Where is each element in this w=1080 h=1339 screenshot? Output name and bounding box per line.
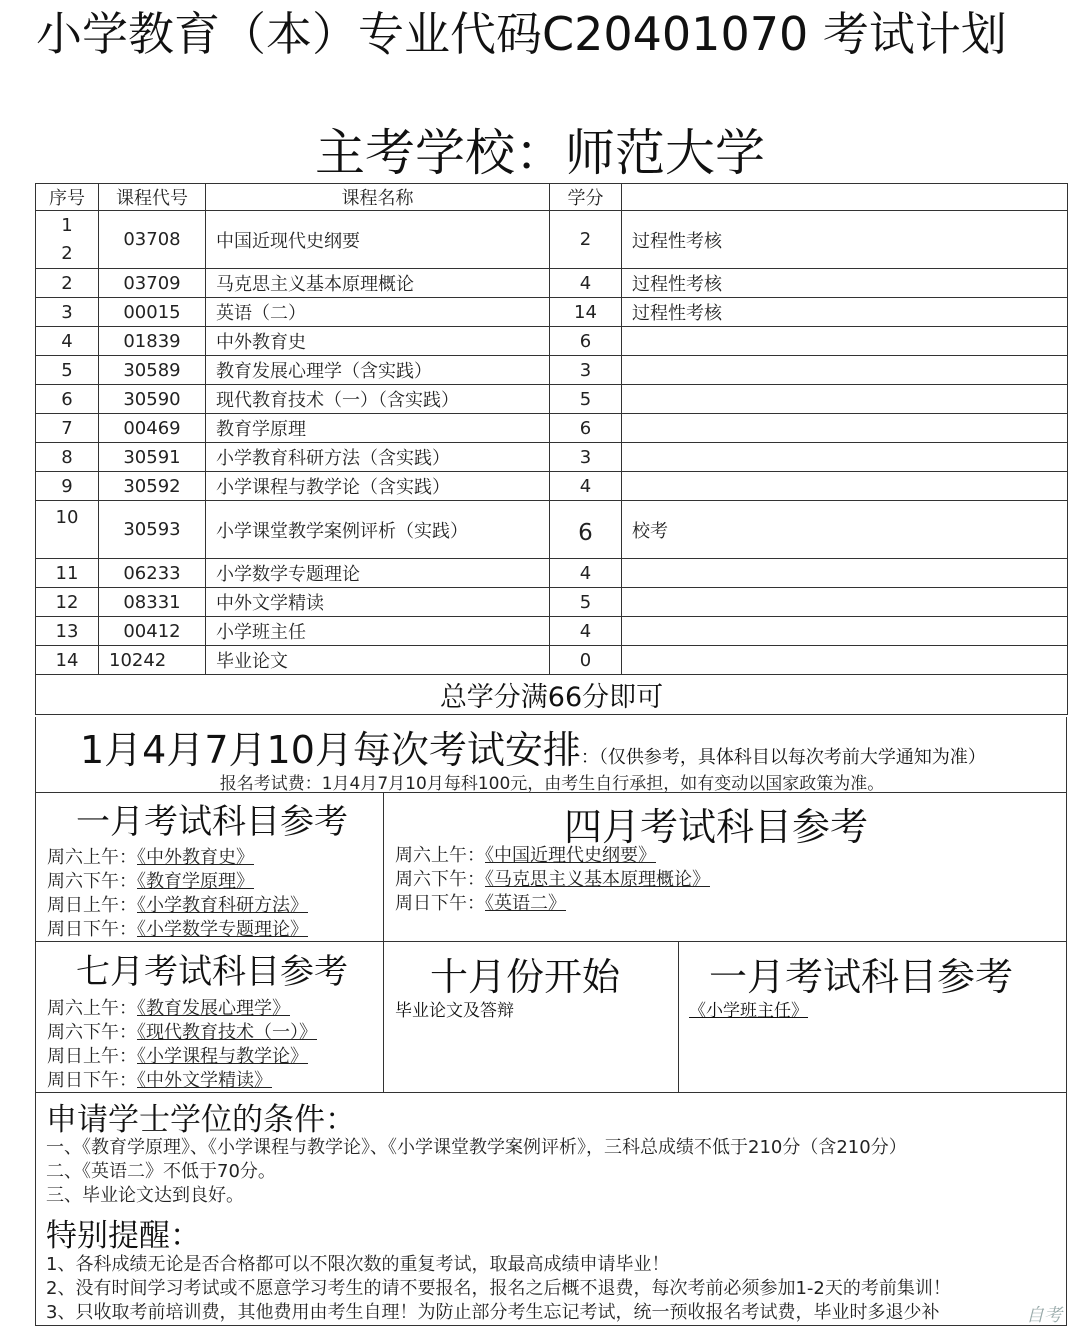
row-no: 4 <box>36 327 99 356</box>
row-code: 10242 <box>99 646 206 675</box>
row-credit: 14 <box>550 298 622 327</box>
exam-time: 周日上午： <box>47 1046 137 1067</box>
table-row <box>36 211 1068 269</box>
row-name: 小学教育科研方法（含实践） <box>206 443 550 472</box>
october-title: 十月份开始 <box>430 955 621 999</box>
row-credit: 5 <box>550 588 622 617</box>
list-item <box>395 892 710 916</box>
schedule-heading-note: ：（仅供参考，具体科目以每次考前大学通知为准） <box>580 747 986 768</box>
table-row <box>36 356 1068 385</box>
exam-time: 周六上午： <box>47 998 137 1019</box>
exam-time: 周六下午： <box>395 869 485 890</box>
row-credit: 5 <box>550 385 622 414</box>
row-no: 8 <box>36 443 99 472</box>
degree-line: 三、毕业论文达到良好。 <box>46 1185 244 1206</box>
exam-subject: 《中外文学精读》 <box>137 1070 272 1091</box>
reminder-title: 特别提醒： <box>46 1218 201 1254</box>
table-row <box>36 472 1068 501</box>
reminder-line: 2、没有时间学习考试或不愿意学习考生的请不要报名，报名之后概不退费，每次考前必须参加1-2天的考前集训！ <box>46 1278 951 1299</box>
exam-subject: 《小学教育科研方法》 <box>137 895 308 916</box>
exam-time: 周六上午： <box>395 845 485 866</box>
row-credit: 4 <box>550 559 622 588</box>
list-item <box>47 846 308 870</box>
row-code: 30589 <box>99 356 206 385</box>
row-credit: 4 <box>550 472 622 501</box>
row-code: 00469 <box>99 414 206 443</box>
table-row <box>36 414 1068 443</box>
exam-subject: 《教育发展心理学》 <box>137 998 290 1019</box>
total-row <box>36 675 1068 715</box>
row-code: 06233 <box>99 559 206 588</box>
row-note <box>622 356 1068 385</box>
degree-line: 二、《英语二》不低于70分。 <box>46 1161 276 1182</box>
october-text: 毕业论文及答辩 <box>395 1001 514 1021</box>
row-name: 小学班主任 <box>206 617 550 646</box>
table-row <box>36 385 1068 414</box>
table-row <box>36 269 1068 298</box>
list-item <box>47 870 308 894</box>
row-note <box>622 559 1068 588</box>
row-name: 马克思主义基本原理概论 <box>206 269 550 298</box>
exam-subject: 《现代教育技术（一）》 <box>137 1022 317 1043</box>
row-name: 现代教育技术（一）（含实践） <box>206 385 550 414</box>
exam-time: 周日下午： <box>47 1070 137 1091</box>
list-item <box>395 844 710 868</box>
list-item <box>47 1045 317 1069</box>
row-name: 小学课堂教学案例评析（实践） <box>206 501 550 559</box>
row-credit: 2 <box>550 211 622 269</box>
january-title: 一月考试科目参考 <box>76 802 348 842</box>
row-no: 3 <box>36 298 99 327</box>
table-row <box>36 588 1068 617</box>
row-code: 00015 <box>99 298 206 327</box>
row-name: 中外文学精读 <box>206 588 550 617</box>
row-code: 30590 <box>99 385 206 414</box>
row-note <box>622 443 1068 472</box>
april-title: 四月考试科目参考 <box>564 805 869 849</box>
exam-time: 周日上午： <box>47 895 137 916</box>
row-credit: 3 <box>550 356 622 385</box>
watermark-logo: 自考 <box>1026 1305 1062 1326</box>
table-row <box>36 617 1068 646</box>
row-credit: 6 <box>550 414 622 443</box>
row-name: 教育发展心理学（含实践） <box>206 356 550 385</box>
row-no: 13 <box>36 617 99 646</box>
row-note <box>622 472 1068 501</box>
exam-subject: 《英语二》 <box>485 893 566 914</box>
january2-title: 一月考试科目参考 <box>709 955 1014 999</box>
row-note: 校考 <box>622 501 1068 559</box>
row-credit: 3 <box>550 443 622 472</box>
row-name: 英语（二） <box>206 298 550 327</box>
degree-line: 一、《教育学原理》、《小学课程与教学论》、《小学课堂教学案例评析》，三科总成绩不低于210分（含210分） <box>46 1137 907 1158</box>
row-note <box>622 617 1068 646</box>
row-note <box>622 327 1068 356</box>
row-no: 6 <box>36 385 99 414</box>
row-no: 14 <box>36 646 99 675</box>
row-note: 过程性考核 <box>622 211 1068 269</box>
row-no: 7 <box>36 414 99 443</box>
row-credit: 4 <box>550 617 622 646</box>
row-note <box>622 646 1068 675</box>
october-box <box>383 941 679 1093</box>
header-note <box>622 184 1068 211</box>
row-note <box>622 588 1068 617</box>
july-box <box>35 941 384 1093</box>
row-credit: 4 <box>550 269 622 298</box>
row-code: 03709 <box>99 269 206 298</box>
exam-subject: 《中外教育史》 <box>137 847 254 868</box>
notes-box <box>35 1092 1067 1326</box>
header-credit: 学分 <box>550 184 622 211</box>
row-name: 小学课程与教学论（含实践） <box>206 472 550 501</box>
table-row <box>36 501 1068 559</box>
reminder-line: 3、只收取考前培训费，其他费用由考生自理！为防止部分考生忘记考试，统一预收报名考试费，毕业时多退少补 <box>46 1302 940 1323</box>
row-name: 中国近现代史纲要 <box>206 211 550 269</box>
table-row <box>36 646 1068 675</box>
april-box <box>383 792 1067 942</box>
exam-subject: 《小学课程与教学论》 <box>137 1046 308 1067</box>
course-table <box>35 183 1068 715</box>
row-note <box>622 414 1068 443</box>
list-item <box>395 868 710 892</box>
row-code: 08331 <box>99 588 206 617</box>
schedule-box <box>35 717 1067 793</box>
row-no: 2 <box>36 269 99 298</box>
row-code: 30592 <box>99 472 206 501</box>
row-code: 00412 <box>99 617 206 646</box>
row-code: 30591 <box>99 443 206 472</box>
row-name: 教育学原理 <box>206 414 550 443</box>
january-box <box>35 792 384 942</box>
july-title: 七月考试科目参考 <box>76 952 348 992</box>
row-no: 1 2 <box>36 211 99 269</box>
degree-title: 申请学士学位的条件： <box>46 1102 356 1138</box>
row-name: 毕业论文 <box>206 646 550 675</box>
row-code: 30593 <box>99 501 206 559</box>
exam-subject: 《马克思主义基本原理概论》 <box>485 869 710 890</box>
row-note: 过程性考核 <box>622 269 1068 298</box>
table-header-row <box>36 184 1068 211</box>
row-no: 10 <box>36 501 99 559</box>
exam-subject: 《中国近理代史纲要》 <box>485 845 656 866</box>
table-row <box>36 298 1068 327</box>
list-item <box>47 894 308 918</box>
total-credits: 总学分满66分即可 <box>36 675 1068 715</box>
row-note: 过程性考核 <box>622 298 1068 327</box>
table-row <box>36 443 1068 472</box>
list-item <box>47 1021 317 1045</box>
row-no: 9 <box>36 472 99 501</box>
schedule-heading: 1月4月7月10月每次考试安排 <box>80 728 581 772</box>
reminder-line: 1、各科成绩无论是否合格都可以不限次数的重复考试，取最高成绩申请毕业！ <box>46 1254 670 1275</box>
page-subtitle: 主考学校：师范大学 <box>315 124 765 182</box>
header-name: 课程名称 <box>206 184 550 211</box>
row-name: 小学数学专题理论 <box>206 559 550 588</box>
row-code: 03708 <box>99 211 206 269</box>
table-row <box>36 327 1068 356</box>
row-no: 12 <box>36 588 99 617</box>
fee-note: 报名考试费：1月4月7月10月每科100元，由考生自行承担，如有变动以国家政策为准。 <box>219 774 885 794</box>
row-credit: 0 <box>550 646 622 675</box>
row-name: 中外教育史 <box>206 327 550 356</box>
header-code: 课程代号 <box>99 184 206 211</box>
exam-time: 周日下午： <box>395 893 485 914</box>
header-no: 序号 <box>36 184 99 211</box>
list-item <box>47 1069 317 1093</box>
list-item <box>47 997 317 1021</box>
list-item <box>47 918 308 942</box>
exam-time: 周六下午： <box>47 871 137 892</box>
exam-subject: 《小学数学专题理论》 <box>137 919 308 940</box>
row-no: 5 <box>36 356 99 385</box>
row-credit: 6 <box>550 501 622 559</box>
exam-time: 周日下午： <box>47 919 137 940</box>
page-title: 小学教育（本）专业代码C20401070 考试计划 <box>36 7 1007 61</box>
exam-time: 周六上午： <box>47 847 137 868</box>
january2-box <box>678 941 1067 1093</box>
row-credit: 6 <box>550 327 622 356</box>
row-no: 11 <box>36 559 99 588</box>
exam-time: 周六下午： <box>47 1022 137 1043</box>
january2-text: 《小学班主任》 <box>689 1001 808 1021</box>
exam-subject: 《教育学原理》 <box>137 871 254 892</box>
table-row <box>36 559 1068 588</box>
row-code: 01839 <box>99 327 206 356</box>
row-note <box>622 385 1068 414</box>
